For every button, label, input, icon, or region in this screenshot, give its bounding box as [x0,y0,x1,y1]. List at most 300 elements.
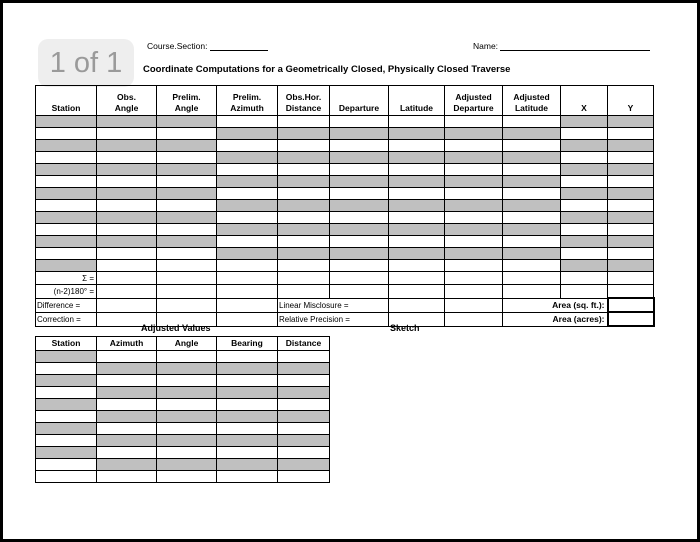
traverse-cell[interactable] [36,164,97,176]
adjusted-cell[interactable] [97,351,157,363]
traverse-cell[interactable] [97,260,157,272]
adjusted-cell[interactable] [278,399,330,411]
traverse-cell[interactable] [330,116,389,128]
adjusted-cell[interactable] [36,459,97,471]
traverse-cell[interactable] [445,152,503,164]
traverse-cell[interactable] [608,236,654,248]
traverse-cell[interactable] [608,260,654,272]
adjusted-cell[interactable] [97,471,157,483]
traverse-cell[interactable] [445,140,503,152]
adjusted-cell[interactable] [278,375,330,387]
page-title: Coordinate Computations for a Geometrically Closed, Physically Closed Traverse [143,64,511,75]
adjusted-cell[interactable] [97,435,157,447]
adjusted-cell[interactable] [278,387,330,399]
traverse-cell[interactable] [330,176,389,188]
summary-cell[interactable] [445,298,503,312]
summary-cell[interactable] [157,298,217,312]
traverse-cell[interactable] [278,176,330,188]
column-header-1 [97,86,157,116]
traverse-cell[interactable] [36,128,97,140]
column-header-line2: Azimuth [230,103,264,113]
traverse-cell[interactable] [36,140,97,152]
traverse-row [36,152,654,164]
traverse-cell[interactable] [217,140,278,152]
traverse-cell[interactable] [330,236,389,248]
traverse-cell[interactable] [278,164,330,176]
summary-cell[interactable] [389,298,445,312]
traverse-cell[interactable] [97,152,157,164]
summary-row [36,298,654,312]
adjusted-cell[interactable] [157,459,217,471]
traverse-cell[interactable] [36,116,97,128]
traverse-cell[interactable] [97,140,157,152]
column-header-0 [36,86,97,116]
adjusted-cell[interactable] [36,375,97,387]
traverse-cell[interactable] [561,200,608,212]
column-header-10 [608,86,654,116]
traverse-cell[interactable] [330,248,389,260]
worksheet-page [3,3,697,539]
traverse-cell[interactable] [36,236,97,248]
traverse-cell[interactable] [217,164,278,176]
traverse-row [36,236,654,248]
adjusted-cell[interactable] [278,351,330,363]
traverse-cell[interactable] [389,128,445,140]
traverse-cell[interactable] [561,212,608,224]
summary-cell[interactable] [389,285,445,299]
traverse-cell[interactable] [97,164,157,176]
adjusted-row [36,399,330,411]
traverse-cell[interactable] [157,248,217,260]
traverse-cell[interactable] [278,116,330,128]
traverse-cell[interactable] [97,212,157,224]
traverse-cell[interactable] [503,140,561,152]
traverse-cell[interactable] [389,224,445,236]
linear-misclosure-label: Linear Misclosure = [278,298,389,312]
column-header-line1 [389,92,444,103]
traverse-cell[interactable] [217,212,278,224]
adjusted-cell[interactable] [278,471,330,483]
column-header-line2: Station [51,103,81,113]
traverse-cell[interactable] [561,224,608,236]
traverse-cell[interactable] [97,188,157,200]
column-header-line2: Departure [338,103,380,113]
traverse-cell[interactable] [389,152,445,164]
traverse-cell[interactable] [561,116,608,128]
traverse-cell[interactable] [389,164,445,176]
traverse-cell[interactable] [561,248,608,260]
summary-cell[interactable] [608,285,654,299]
adjusted-column-header: Distance [278,337,330,351]
adjusted-cell[interactable] [217,387,278,399]
adjusted-row [36,387,330,399]
traverse-cell[interactable] [217,128,278,140]
column-header-line2: Latitude [514,103,549,113]
traverse-cell[interactable] [97,200,157,212]
traverse-cell[interactable] [445,260,503,272]
traverse-row [36,200,654,212]
traverse-cell[interactable] [445,164,503,176]
traverse-cell[interactable] [503,224,561,236]
traverse-cell[interactable] [561,164,608,176]
sketch-label: Sketch [390,323,420,333]
traverse-cell[interactable] [503,188,561,200]
adjusted-cell[interactable] [157,375,217,387]
traverse-cell[interactable] [561,176,608,188]
summary-cell[interactable] [217,298,278,312]
adjusted-cell[interactable] [217,399,278,411]
traverse-cell[interactable] [330,212,389,224]
adjusted-cell[interactable] [97,447,157,459]
traverse-cell[interactable] [157,116,217,128]
traverse-cell[interactable] [503,212,561,224]
traverse-cell[interactable] [36,224,97,236]
adjusted-cell[interactable] [217,471,278,483]
name-blank[interactable] [500,50,650,51]
traverse-cell[interactable] [608,164,654,176]
traverse-row [36,260,654,272]
area-acres-input[interactable] [608,312,654,326]
summary-cell[interactable] [389,272,445,285]
adjusted-cell[interactable] [36,363,97,375]
traverse-cell[interactable] [157,236,217,248]
adjusted-cell[interactable] [36,387,97,399]
traverse-cell[interactable] [330,152,389,164]
column-header-line1: Obs. [117,92,136,102]
traverse-cell[interactable] [330,164,389,176]
adjusted-cell[interactable] [36,411,97,423]
traverse-cell[interactable] [445,212,503,224]
traverse-cell[interactable] [36,200,97,212]
n-minus-2-label: (n-2)180° = [36,285,97,299]
traverse-cell[interactable] [608,140,654,152]
summary-cell[interactable] [445,285,503,299]
summary-cell[interactable] [97,298,157,312]
traverse-cell[interactable] [608,128,654,140]
traverse-cell[interactable] [503,260,561,272]
traverse-cell[interactable] [445,224,503,236]
adjusted-cell[interactable] [217,375,278,387]
relative-precision-label: Relative Precision = [278,312,389,326]
traverse-cell[interactable] [445,248,503,260]
summary-cell[interactable] [278,285,330,299]
traverse-row [36,224,654,236]
traverse-cell[interactable] [278,224,330,236]
adjusted-cell[interactable] [157,423,217,435]
adjusted-row [36,375,330,387]
traverse-cell[interactable] [389,140,445,152]
traverse-cell[interactable] [97,176,157,188]
traverse-cell[interactable] [445,188,503,200]
traverse-cell[interactable] [157,140,217,152]
adjusted-cell[interactable] [97,459,157,471]
adjusted-cell[interactable] [157,351,217,363]
traverse-cell[interactable] [330,224,389,236]
summary-cell[interactable] [561,272,608,285]
traverse-cell[interactable] [389,188,445,200]
adjusted-cell[interactable] [157,411,217,423]
traverse-cell[interactable] [330,260,389,272]
correction-label: Correction = [36,312,97,326]
column-header-4 [278,86,330,116]
traverse-cell[interactable] [608,188,654,200]
adjusted-cell[interactable] [278,435,330,447]
adjusted-column-header: Station [36,337,97,351]
summary-cell[interactable] [608,272,654,285]
course-section-blank[interactable] [210,50,268,51]
traverse-cell[interactable] [217,200,278,212]
traverse-cell[interactable] [157,152,217,164]
traverse-cell[interactable] [608,248,654,260]
traverse-cell[interactable] [389,200,445,212]
column-header-line2: Distance [285,103,322,113]
adjusted-row [36,423,330,435]
summary-cell[interactable] [157,272,217,285]
traverse-cell[interactable] [278,128,330,140]
column-header-line2: Angle [174,103,199,113]
traverse-cell[interactable] [157,176,217,188]
name-field[interactable] [473,41,650,51]
traverse-cell[interactable] [217,188,278,200]
column-header-line1 [608,92,653,103]
adjusted-cell[interactable] [97,411,157,423]
traverse-cell[interactable] [278,200,330,212]
area-acres-label: Area (acres): [503,312,608,326]
traverse-cell[interactable] [36,248,97,260]
adjusted-values-table [35,336,330,483]
column-header-line2: Y [627,103,634,113]
traverse-cell[interactable] [503,128,561,140]
column-header-line1: Adjusted [513,92,550,102]
traverse-cell[interactable] [445,116,503,128]
traverse-cell[interactable] [445,176,503,188]
traverse-cell[interactable] [503,152,561,164]
adjusted-cell[interactable] [217,363,278,375]
summary-cell[interactable] [503,272,561,285]
summary-cell[interactable] [217,312,278,326]
traverse-cell[interactable] [217,260,278,272]
adjusted-cell[interactable] [278,447,330,459]
traverse-cell[interactable] [389,176,445,188]
column-header-line1: Adjusted [455,92,492,102]
summary-cell[interactable] [217,285,278,299]
summary-cell[interactable] [278,272,330,285]
traverse-cell[interactable] [389,236,445,248]
traverse-cell[interactable] [97,248,157,260]
traverse-cell[interactable] [217,236,278,248]
sigma-label: Σ = [36,272,97,285]
adjusted-cell[interactable] [278,423,330,435]
course-section-label: Course.Section: [147,41,208,51]
adjusted-cell[interactable] [36,423,97,435]
summary-cell[interactable] [97,285,157,299]
traverse-cell[interactable] [217,176,278,188]
traverse-cell[interactable] [97,116,157,128]
traverse-cell[interactable] [278,152,330,164]
traverse-row [36,188,654,200]
adjusted-cell[interactable] [278,459,330,471]
traverse-cell[interactable] [608,200,654,212]
adjusted-cell[interactable] [36,351,97,363]
traverse-cell[interactable] [503,164,561,176]
traverse-cell[interactable] [157,128,217,140]
traverse-cell[interactable] [157,260,217,272]
traverse-cell[interactable] [157,164,217,176]
traverse-cell[interactable] [330,140,389,152]
traverse-cell[interactable] [608,152,654,164]
column-header-5 [330,86,389,116]
traverse-cell[interactable] [561,236,608,248]
adjusted-cell[interactable] [278,363,330,375]
adjusted-cell[interactable] [36,435,97,447]
traverse-cell[interactable] [389,248,445,260]
column-header-line1: Obs.Hor. [285,92,322,102]
traverse-row [36,140,654,152]
adjusted-row [36,435,330,447]
area-sqft-label: Area (sq. ft.): [503,298,608,312]
adjusted-cell[interactable] [36,399,97,411]
traverse-cell[interactable] [330,200,389,212]
traverse-cell[interactable] [330,188,389,200]
traverse-cell[interactable] [36,152,97,164]
traverse-cell[interactable] [608,116,654,128]
traverse-cell[interactable] [561,188,608,200]
summary-cell[interactable] [217,272,278,285]
column-header-line1: Prelim. [232,92,262,102]
traverse-row [36,212,654,224]
adjusted-row [36,363,330,375]
traverse-cell[interactable] [278,260,330,272]
traverse-cell[interactable] [36,188,97,200]
adjusted-cell[interactable] [217,411,278,423]
traverse-cell[interactable] [389,212,445,224]
traverse-cell[interactable] [503,248,561,260]
traverse-row [36,248,654,260]
traverse-cell[interactable] [608,212,654,224]
adjusted-row [36,351,330,363]
adjusted-cell[interactable] [217,423,278,435]
adjusted-cell[interactable] [97,387,157,399]
traverse-cell[interactable] [278,212,330,224]
column-header-3 [217,86,278,116]
traverse-cell[interactable] [278,188,330,200]
adjusted-cell[interactable] [36,447,97,459]
traverse-row [36,128,654,140]
traverse-cell[interactable] [97,224,157,236]
adjusted-cell[interactable] [157,387,217,399]
traverse-cell[interactable] [278,236,330,248]
traverse-cell[interactable] [503,116,561,128]
column-header-line1: Prelim. [172,92,201,102]
traverse-cell[interactable] [389,260,445,272]
adjusted-cell[interactable] [278,411,330,423]
adjusted-row [36,471,330,483]
traverse-cell[interactable] [445,236,503,248]
traverse-cell[interactable] [330,128,389,140]
traverse-cell[interactable] [561,128,608,140]
adjusted-cell[interactable] [157,447,217,459]
adjusted-cell[interactable] [97,423,157,435]
summary-cell[interactable] [330,285,389,299]
traverse-cell[interactable] [445,128,503,140]
adjusted-cell[interactable] [157,471,217,483]
traverse-cell[interactable] [608,224,654,236]
traverse-cell[interactable] [97,236,157,248]
summary-cell[interactable] [97,272,157,285]
traverse-cell[interactable] [157,212,217,224]
traverse-cell[interactable] [217,224,278,236]
traverse-cell[interactable] [36,260,97,272]
traverse-cell[interactable] [503,176,561,188]
summary-cell[interactable] [157,285,217,299]
traverse-cell[interactable] [389,116,445,128]
traverse-cell[interactable] [503,236,561,248]
page-count-badge: 1 of 1 [38,39,134,87]
adjusted-cell[interactable] [97,399,157,411]
traverse-cell[interactable] [217,152,278,164]
course-section-field[interactable] [147,41,268,51]
adjusted-cell[interactable] [157,399,217,411]
traverse-cell[interactable] [217,116,278,128]
summary-cell[interactable] [503,285,561,299]
adjusted-column-header: Azimuth [97,337,157,351]
adjusted-cell[interactable] [157,435,217,447]
adjusted-values-title: Adjusted Values [141,323,211,333]
adjusted-cell[interactable] [97,363,157,375]
column-header-6 [389,86,445,116]
area-sqft-input[interactable] [608,298,654,312]
adjusted-row [36,411,330,423]
column-header-line1 [330,92,388,103]
traverse-cell[interactable] [278,248,330,260]
traverse-cell[interactable] [561,152,608,164]
summary-cell[interactable] [445,272,503,285]
traverse-cell[interactable] [561,140,608,152]
column-header-line2: Latitude [399,103,434,113]
adjusted-row [36,447,330,459]
summary-cell[interactable] [561,285,608,299]
summary-row [36,312,654,326]
adjusted-column-header: Angle [157,337,217,351]
adjusted-cell[interactable] [217,459,278,471]
adjusted-cell[interactable] [36,471,97,483]
column-header-7 [445,86,503,116]
adjusted-cell[interactable] [217,435,278,447]
adjusted-cell[interactable] [157,363,217,375]
traverse-cell[interactable] [445,200,503,212]
traverse-cell[interactable] [608,176,654,188]
name-label: Name: [473,41,499,51]
traverse-cell[interactable] [157,200,217,212]
adjusted-cell[interactable] [217,447,278,459]
traverse-cell[interactable] [561,260,608,272]
traverse-cell[interactable] [97,128,157,140]
summary-cell[interactable] [330,272,389,285]
traverse-cell[interactable] [217,248,278,260]
traverse-table [35,85,655,327]
traverse-cell[interactable] [503,200,561,212]
traverse-cell[interactable] [36,212,97,224]
adjusted-cell[interactable] [97,375,157,387]
traverse-cell[interactable] [36,176,97,188]
traverse-cell[interactable] [157,188,217,200]
traverse-row [36,164,654,176]
summary-cell[interactable] [445,312,503,326]
traverse-cell[interactable] [278,140,330,152]
adjusted-cell[interactable] [217,351,278,363]
traverse-cell[interactable] [157,224,217,236]
summary-row [36,272,654,285]
